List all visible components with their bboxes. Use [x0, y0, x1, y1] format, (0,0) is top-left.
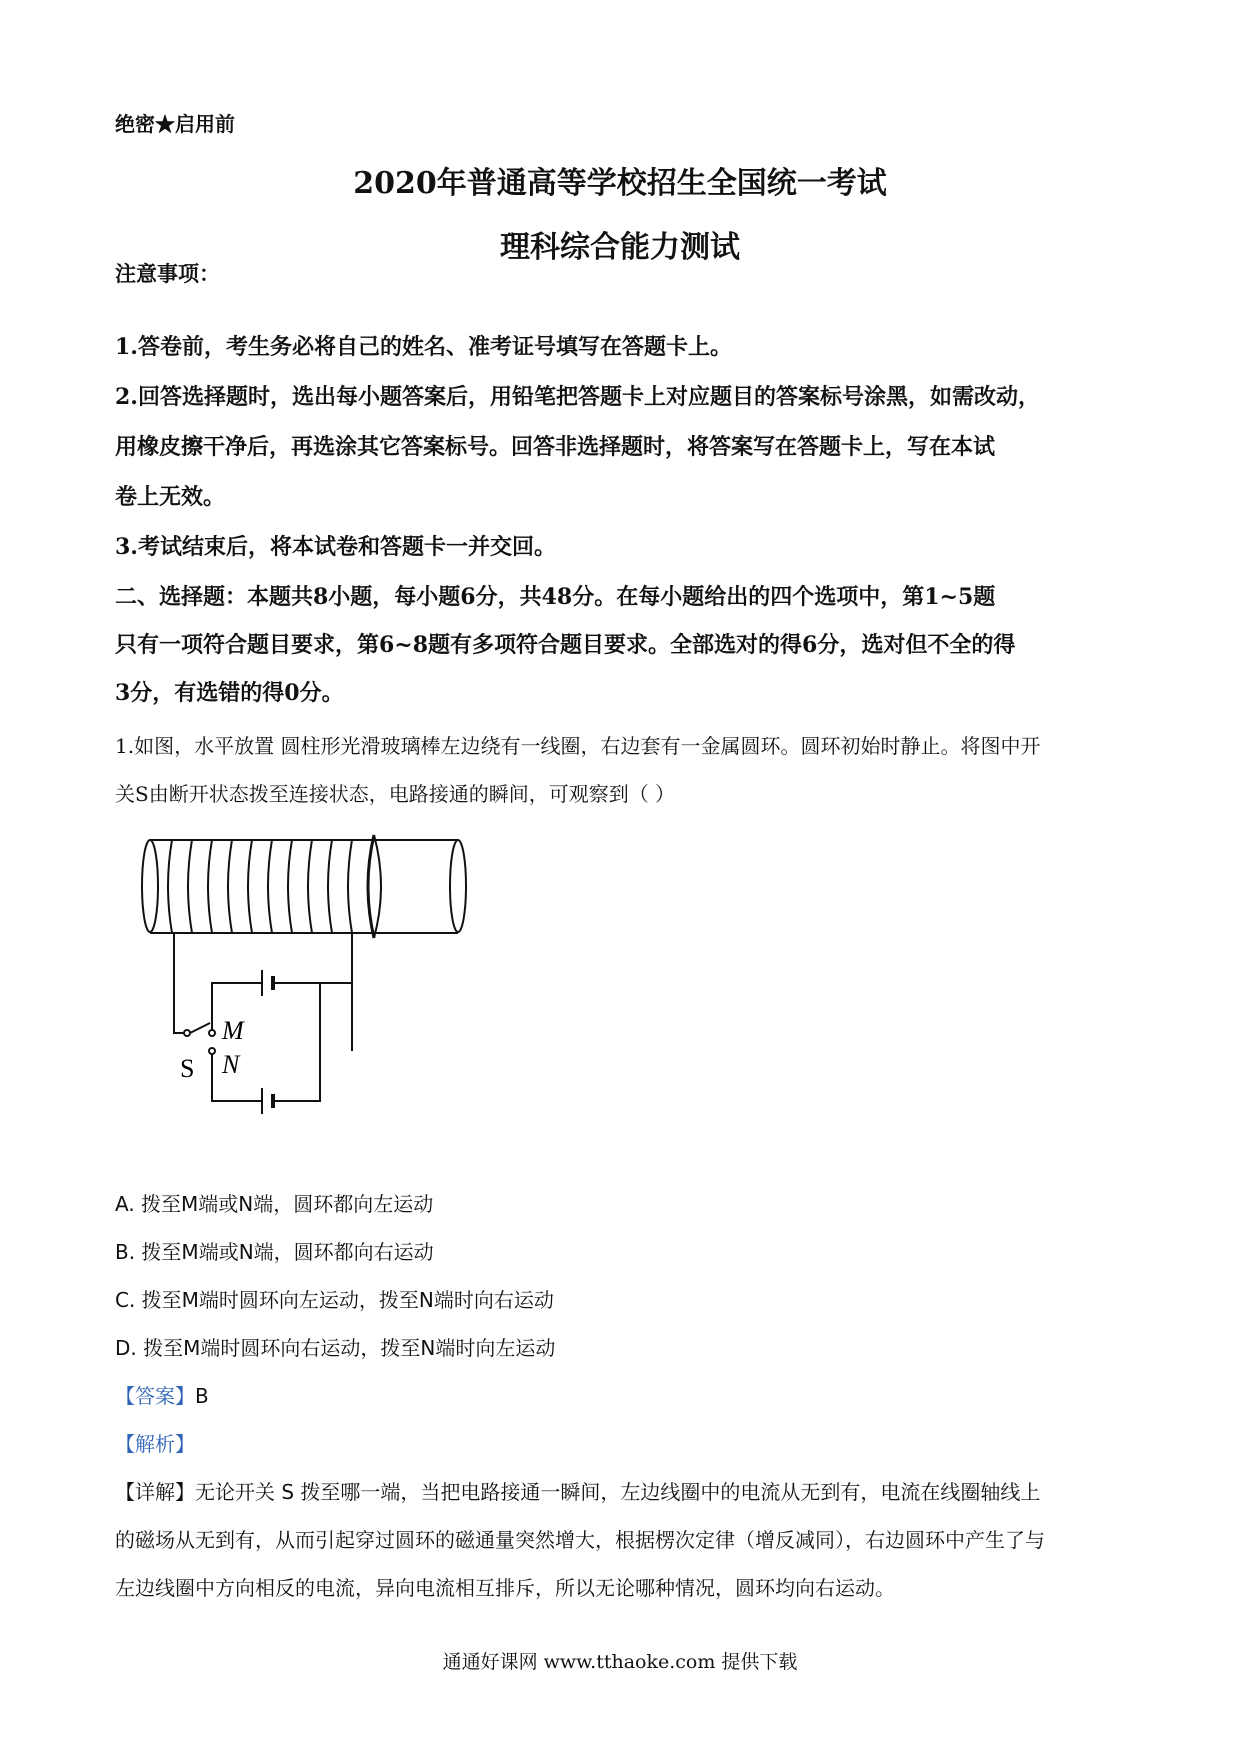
- terminal-n: [209, 1048, 215, 1054]
- label-m: M: [222, 1016, 244, 1045]
- rod-left-end: [142, 840, 158, 932]
- question-1-line-2: 关S由断开状态拨至连接状态，电路接通的瞬间，可观察到（ ）: [115, 782, 676, 806]
- label-n: N: [222, 1050, 240, 1079]
- coil-turn: [208, 840, 212, 933]
- detail-line-2: 的磁场从无到有，从而引起穿过圆环的磁通量突然增大，根据楞次定律（增反减同），右边圆环中产生了与: [115, 1528, 1045, 1552]
- coil-turn: [288, 840, 292, 933]
- exam-subtitle: 理科综合能力测试: [500, 230, 740, 265]
- confidential-mark: 绝密★启用前: [115, 112, 235, 136]
- rod-right-end: [450, 840, 466, 932]
- coil-turn: [348, 840, 352, 933]
- section-heading-line-1: 二、选择题：本题共8小题，每小题6分，共48分。在每小题给出的四个选项中，第1~5题: [115, 584, 996, 610]
- terminal-m: [209, 1030, 215, 1036]
- note-item-1: 1.答卷前，考生务必将自己的姓名、准考证号填写在答题卡上。: [115, 334, 732, 360]
- answer-line: [115, 1380, 209, 1409]
- metal-ring: [368, 835, 374, 938]
- detail-line-3: 左边线圈中方向相反的电流，异向电流相互排斥，所以无论哪种情况，圆环均向右运动。: [115, 1576, 895, 1600]
- option-c: C. 拨至M端时圆环向左运动，拨至N端时向右运动: [115, 1288, 554, 1312]
- option-a: A. 拨至M端或N端，圆环都向左运动: [115, 1192, 434, 1216]
- label-s: S: [180, 1054, 195, 1083]
- note-item-2-line-3: 卷上无效。: [115, 484, 226, 510]
- wire-right-loop: [273, 983, 320, 1101]
- detail-text-1: 无论开关 S 拨至哪一端，当把电路接通一瞬间，左边线圈中的电流从无到有，电流在线圈轴线上: [195, 1480, 1041, 1504]
- page-footer: 通通好课网 www.tthaoke.com 提供下载: [442, 1651, 798, 1673]
- note-item-2-line-1: 2.回答选择题时，选出每小题答案后，用铅笔把答题卡上对应题目的答案标号涂黑，如需改动，: [115, 384, 1040, 410]
- analysis-tag: 【解析】: [115, 1432, 195, 1456]
- coil-turn: [168, 840, 172, 933]
- detail-line-1: [115, 1476, 1040, 1505]
- exam-title: 2020年普通高等学校招生全国统一考试: [353, 166, 887, 201]
- metal-ring-back: [374, 835, 381, 938]
- option-b: B. 拨至M端或N端，圆环都向右运动: [115, 1240, 434, 1264]
- option-d: D. 拨至M端时圆环向右运动，拨至N端时向左运动: [115, 1336, 556, 1360]
- coil-turn: [328, 840, 332, 933]
- coil-turn: [308, 840, 312, 933]
- switch-pivot: [184, 1030, 190, 1036]
- coil-circuit-diagram: [130, 825, 470, 1130]
- coil-turn: [268, 840, 272, 933]
- answer-value: B: [195, 1384, 209, 1408]
- note-item-2-line-2: 用橡皮擦干净后，再选涂其它答案标号。回答非选择题时，将答案写在答题卡上，写在本试: [115, 434, 996, 460]
- section-heading-line-3: 3分，有选错的得0分。: [115, 680, 344, 706]
- coil-turn: [228, 840, 232, 933]
- wire-left: [174, 933, 187, 1033]
- section-heading-line-2: 只有一项符合题目要求，第6~8题有多项符合题目要求。全部选对的得6分，选对但不全的得: [115, 632, 1016, 658]
- switch-blade: [190, 1023, 210, 1033]
- question-1-line-1: 1.如图，水平放置 圆柱形光滑玻璃棒左边绕有一线圈，右边套有一金属圆环。圆环初始时静止。将图中开: [115, 734, 1041, 758]
- answer-tag: 【答案】: [115, 1384, 195, 1408]
- coil-turn: [188, 840, 192, 933]
- note-item-3: 3.考试结束后，将本试卷和答题卡一并交回。: [115, 534, 556, 560]
- detail-tag: 【详解】: [115, 1480, 195, 1504]
- notes-heading: 注意事项：: [115, 261, 220, 286]
- coil-turn: [248, 840, 252, 933]
